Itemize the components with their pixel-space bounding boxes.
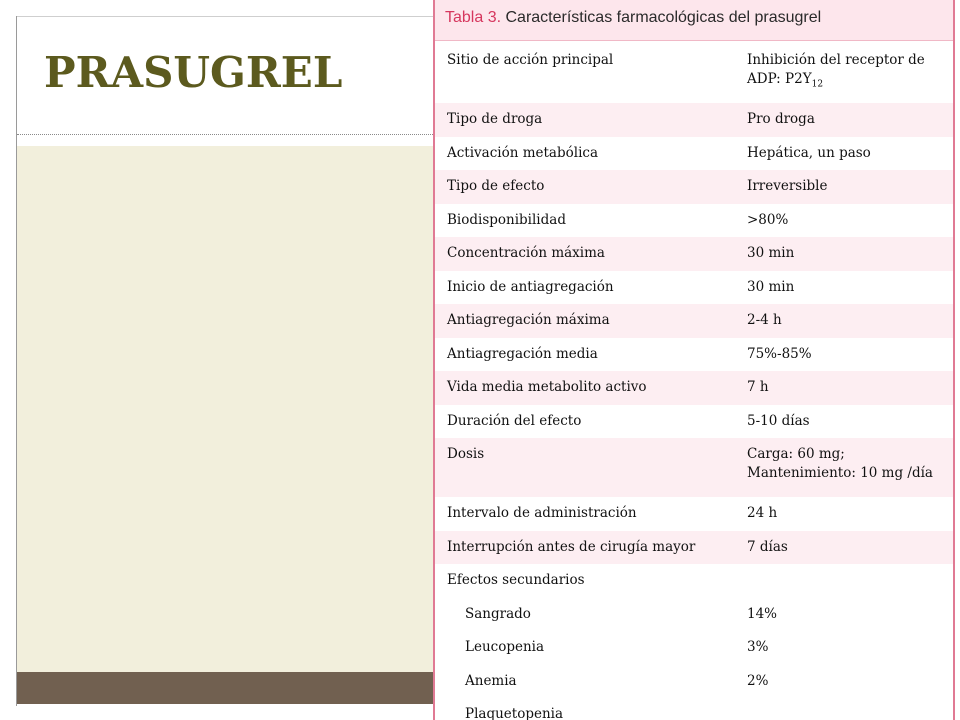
property-cell: Inicio de antiagregación: [447, 278, 614, 295]
value-cell: 30 min: [747, 245, 795, 261]
table-row: [435, 371, 953, 405]
table-row: [435, 564, 953, 598]
table-row: [435, 438, 953, 497]
table-row: [435, 103, 953, 137]
value-cell: 30 min: [747, 278, 795, 295]
value-line: Inhibición del receptor de: [747, 52, 925, 68]
property-cell: Plaquetopenia: [465, 706, 564, 720]
value-line: Carga: 60 mg;: [747, 446, 845, 462]
table-row: [435, 304, 953, 338]
value-cell: [735, 41, 953, 103]
property-cell: Anemia: [465, 672, 517, 689]
property-cell: Duración del efecto: [447, 412, 582, 429]
property-cell: Vida media metabolito activo: [447, 379, 647, 395]
properties-table: [435, 41, 953, 720]
table-caption-text: Características farmacológicas del prasugrel: [505, 9, 822, 26]
value-cell: >80%: [747, 211, 789, 228]
property-cell: Efectos secundarios: [447, 572, 585, 588]
content-panel: [17, 146, 433, 672]
value-cell: [735, 438, 953, 497]
value-cell: [735, 564, 953, 598]
table-row: [435, 497, 953, 531]
value-cell: 2-4 h: [747, 312, 782, 328]
value-subscript: 12: [811, 79, 824, 90]
value-cell: Irreversible: [747, 178, 828, 194]
property-cell: Dosis: [447, 446, 485, 462]
table-row: [435, 531, 953, 565]
property-cell: Leucopenia: [465, 639, 545, 655]
value-cell: 75%-85%: [747, 345, 812, 362]
property-cell: Concentración máxima: [447, 245, 605, 261]
property-cell: Antiagregación máxima: [447, 312, 610, 328]
property-cell: Tipo de droga: [447, 111, 543, 127]
table-caption: [435, 0, 953, 41]
value-cell: 7 días: [747, 538, 788, 555]
value-cell: 14%: [747, 605, 778, 622]
value-line: Mantenimiento: 10 mg /día: [747, 465, 933, 481]
property-cell: Tipo de efecto: [447, 178, 545, 194]
value-cell: 2%: [747, 672, 769, 689]
title-divider: [17, 134, 433, 135]
table-row: [435, 698, 953, 720]
value-cell: 24 h: [747, 505, 778, 521]
table-row: [435, 41, 953, 103]
property-cell: Intervalo de administración: [447, 505, 637, 521]
property-cell: Biodisponibilidad: [447, 211, 566, 228]
table-row: [435, 204, 953, 238]
table-row: [435, 665, 953, 699]
table-row: [435, 170, 953, 204]
table-row: [435, 598, 953, 632]
value-cell: 3%: [747, 639, 769, 655]
pharmacology-table-image: [433, 0, 955, 720]
footer-bar: [17, 672, 433, 704]
property-cell: Antiagregación media: [447, 345, 598, 362]
table-caption-label: Tabla 3.: [445, 9, 502, 26]
table-row: [435, 405, 953, 439]
property-cell: Sangrado: [465, 605, 531, 622]
value-cell: 7 h: [747, 379, 769, 395]
table-row: [435, 631, 953, 665]
value-line: ADP: P2Y: [747, 71, 812, 87]
table-row: [435, 137, 953, 171]
slide-title: PRASUGREL: [44, 48, 343, 97]
table-row: [435, 237, 953, 271]
property-cell: Activación metabólica: [447, 144, 598, 161]
value-cell: Pro droga: [747, 111, 815, 127]
table-row: [435, 271, 953, 305]
table-row: [435, 338, 953, 372]
value-cell: Hepática, un paso: [747, 144, 871, 161]
value-cell: [735, 698, 953, 720]
value-cell: 5-10 días: [747, 412, 810, 429]
property-cell: Sitio de acción principal: [447, 52, 614, 68]
property-cell: Interrupción antes de cirugía mayor: [447, 538, 696, 555]
